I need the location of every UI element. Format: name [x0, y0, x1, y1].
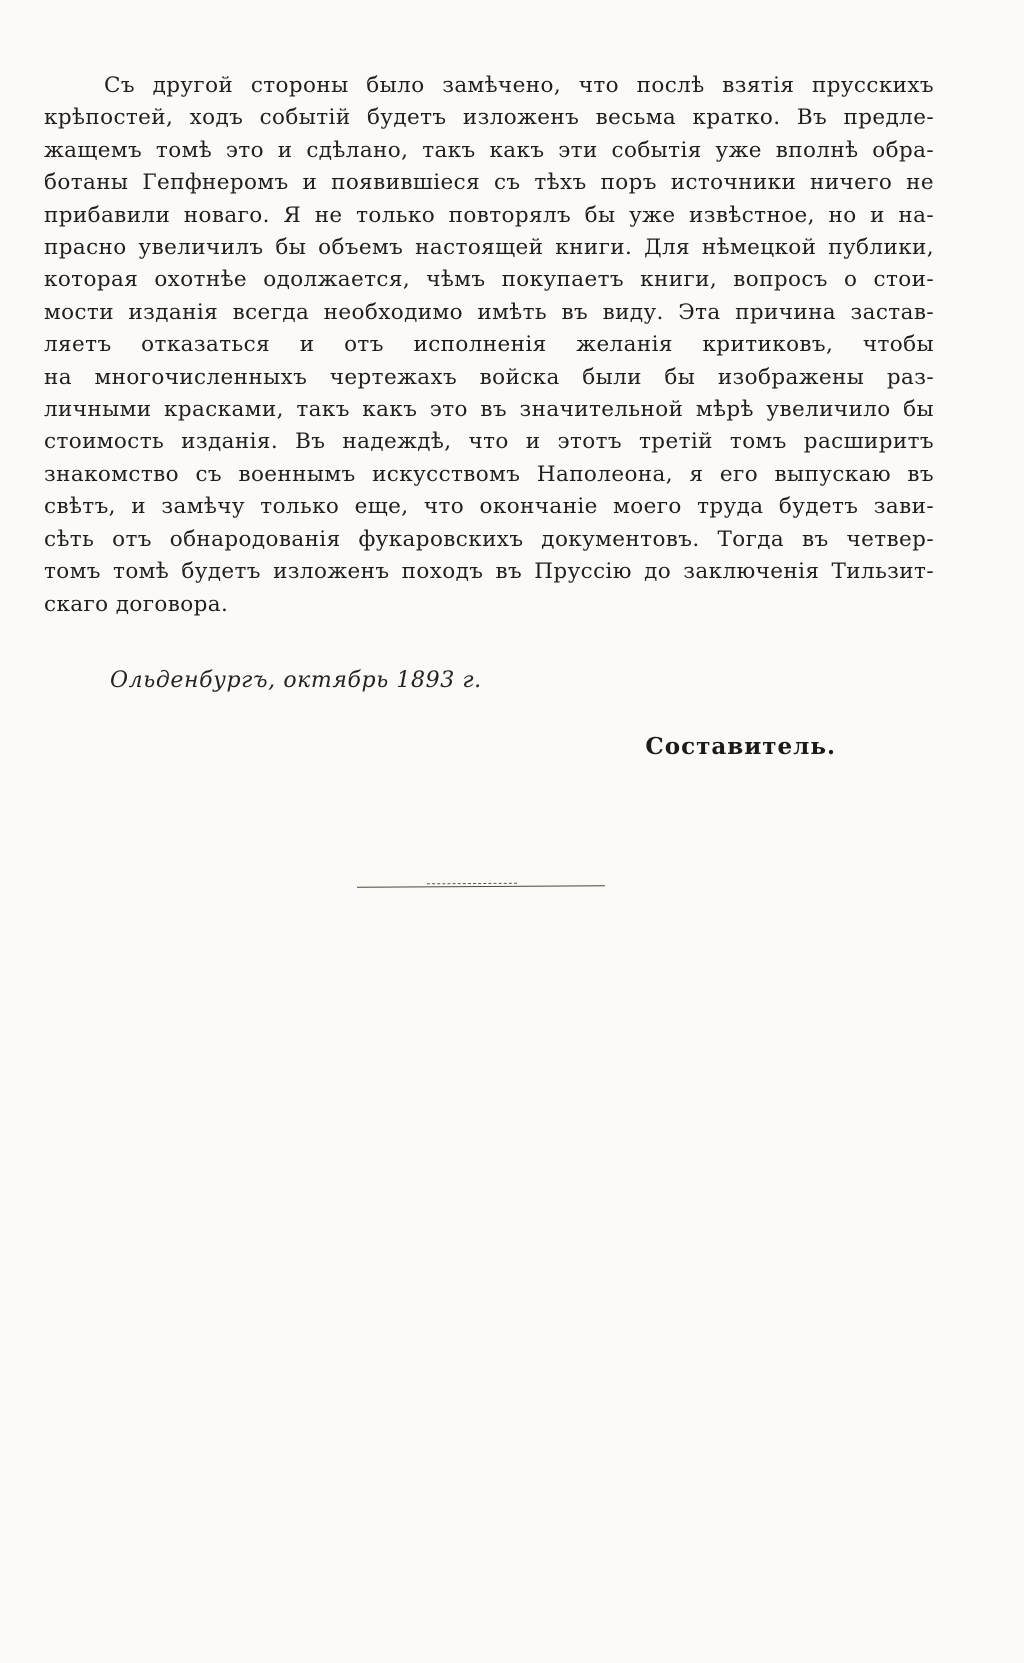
text-line: личными красками, такъ какъ это въ значительной мѣрѣ увеличило бы [44, 397, 934, 423]
text-line: прасно увеличилъ бы объемъ настоящей книги. Для нѣмецкой публики, [44, 235, 934, 261]
text-line: прибавили новаго. Я не только повторялъ бы уже извѣстное, но и на- [44, 202, 934, 228]
text-line: крѣпостей, ходъ событій будетъ изложенъ весьма кратко. Въ предле- [44, 105, 934, 131]
preface-paragraph [44, 70, 934, 621]
text-line: сѣть отъ обнародованія фукаровскихъ документовъ. Тогда въ четвер- [44, 526, 934, 552]
text-line: которая охотнѣе одолжается, чѣмъ покупаетъ книги, вопросъ о стои- [44, 267, 934, 293]
text-line: томъ томѣ будетъ изложенъ походъ въ Пруссію до заключенія Тильзит- [44, 559, 934, 585]
text-line: ляетъ отказаться и отъ исполненія желанія критиковъ, чтобы [44, 332, 934, 358]
text-line: Съ другой стороны было замѣчено, что послѣ взятія прусскихъ [104, 73, 934, 98]
text-line: мости изданія всегда необходимо имѣть въ виду. Эта причина застав- [44, 299, 934, 325]
signature: Составитель. [645, 733, 836, 760]
text-line: стоимость изданія. Въ надеждѣ, что и этотъ третій томъ расширитъ [44, 429, 934, 455]
dateline: Ольденбургъ, октябрь 1893 г. [110, 668, 482, 693]
text-line: знакомство съ военнымъ искусствомъ Наполеона, я его выпускаю въ [44, 461, 934, 487]
text-line: свѣтъ, и замѣчу только еще, что окончаніе моего труда будетъ зави- [44, 494, 934, 520]
text-line: жащемъ томѣ это и сдѣлано, такъ какъ эти событія уже вполнѣ обра- [44, 137, 934, 163]
text-line: ботаны Гепфнеромъ и появившіеся съ тѣхъ поръ источники ничего не [44, 170, 934, 196]
text-line: на многочисленныхъ чертежахъ войска были бы изображены раз- [44, 364, 934, 390]
text-line: скаго договора. [44, 591, 229, 617]
divider-rule [357, 885, 605, 888]
